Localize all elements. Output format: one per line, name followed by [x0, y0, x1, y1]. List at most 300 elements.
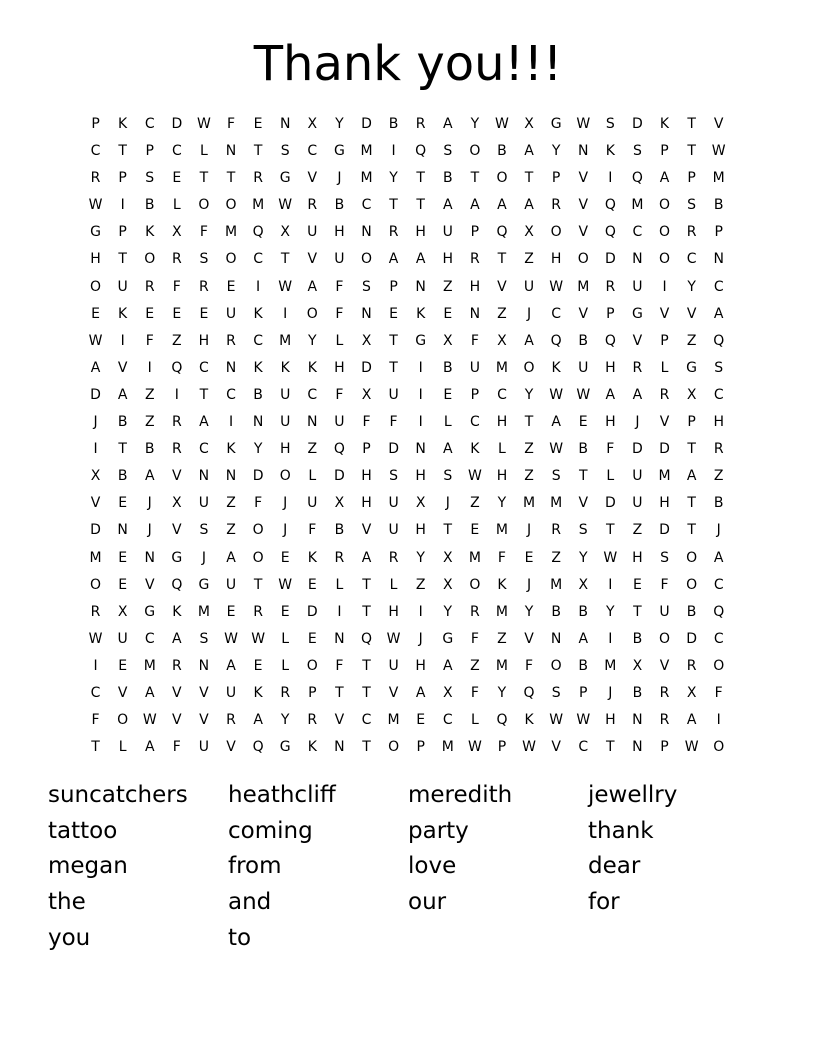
grid-letter: E [226, 278, 236, 295]
grid-letter: X [334, 495, 345, 512]
grid-letter: W [88, 332, 103, 349]
grid-letter: B [497, 143, 507, 160]
grid-letter: Z [226, 495, 236, 512]
grid-letter: J [526, 305, 532, 322]
grid-letter: Y [280, 712, 290, 729]
grid-letter: Z [524, 441, 534, 458]
grid-letter: Q [604, 224, 616, 241]
grid-letter: V [659, 305, 670, 322]
grid-letter: X [524, 116, 534, 132]
grid-letter: S [443, 143, 453, 160]
grid-letter: P [145, 143, 154, 160]
grid-letter: J [93, 414, 98, 431]
grid-letter: P [714, 224, 723, 241]
grid-letter: U [632, 468, 643, 485]
grid-letter: U [225, 684, 237, 701]
grid-letter: T [362, 576, 371, 593]
grid-letter: C [90, 143, 101, 160]
grid-letter: R [171, 657, 182, 674]
grid-letter: M [550, 576, 563, 593]
grid-letter: T [578, 468, 588, 485]
grid-letter: T [687, 116, 696, 132]
grid-letter: W [576, 386, 591, 403]
grid-letter: M [279, 332, 292, 349]
grid-letter: W [684, 739, 699, 756]
grid-letter: R [388, 549, 399, 566]
grid-letter: R [605, 278, 616, 295]
grid-letter: A [199, 414, 209, 431]
grid-letter: P [416, 739, 425, 756]
grid-letter: Q [496, 712, 508, 729]
grid-letter: Q [360, 630, 372, 647]
grid-letter: N [415, 441, 426, 458]
grid-letter: V [172, 712, 182, 729]
grid-letter: R [253, 603, 263, 620]
grid-letter: I [418, 603, 423, 620]
grid-letter: C [713, 576, 724, 593]
grid-letter: T [335, 684, 344, 701]
grid-letter: I [120, 332, 125, 349]
grid-letter: Y [308, 332, 317, 349]
grid-letter: G [90, 224, 101, 241]
grid-letter: S [660, 549, 669, 566]
grid-letter: R [659, 712, 670, 729]
grid-letter: E [280, 549, 290, 566]
grid-letter: U [388, 522, 399, 539]
grid-letter: R [199, 278, 209, 295]
grid-letter: F [470, 630, 479, 647]
grid-letter: V [199, 712, 209, 729]
grid-letter: J [608, 684, 613, 701]
grid-letter: U [442, 224, 453, 241]
grid-letter: L [389, 576, 398, 593]
grid-letter: C [144, 116, 155, 132]
grid-letter: O [469, 576, 481, 593]
grid-letter: Y [551, 143, 561, 160]
grid-letter: I [662, 278, 667, 295]
grid-letter: I [608, 576, 613, 593]
grid-letter: L [172, 197, 181, 214]
grid-letter: S [578, 522, 588, 539]
grid-letter: T [362, 657, 371, 674]
grid-letter: G [198, 576, 210, 593]
grid-letter: E [524, 549, 534, 566]
grid-letter: B [388, 116, 399, 132]
grid-letter: Y [524, 603, 534, 620]
grid-letter: U [388, 386, 399, 403]
grid-letter: O [577, 251, 589, 268]
grid-letter: R [659, 684, 670, 701]
grid-letter: G [279, 739, 291, 756]
grid-letter: D [388, 441, 399, 458]
grid-letter: U [659, 603, 670, 620]
grid-letter: E [632, 576, 642, 593]
grid-letter: D [604, 251, 616, 268]
grid-letter: D [632, 116, 643, 132]
grid-letter: R [90, 603, 101, 620]
grid-letter: E [91, 305, 100, 322]
grid-letter: D [171, 116, 183, 132]
grid-letter: F [660, 576, 669, 593]
grid-letter: O [469, 143, 481, 160]
grid-letter: M [631, 197, 644, 214]
grid-letter: V [632, 332, 643, 349]
grid-letter: O [198, 197, 210, 214]
grid-letter: C [199, 441, 209, 458]
grid-letter: K [524, 712, 534, 729]
grid-letter: P [308, 684, 317, 701]
grid-letter: U [225, 305, 237, 322]
grid-letter: Q [415, 143, 427, 160]
grid-letter: I [283, 305, 288, 322]
grid-letter: D [632, 441, 643, 458]
grid-letter: V [659, 657, 670, 674]
grid-letter: J [418, 630, 423, 647]
grid-letter: M [495, 657, 508, 674]
grid-letter: Z [415, 576, 426, 593]
grid-letter: R [659, 386, 670, 403]
grid-letter: L [470, 712, 479, 729]
grid-letter: X [442, 576, 453, 593]
grid-letter: Z [551, 549, 561, 566]
grid-letter: Y [524, 386, 534, 403]
grid-letter: R [90, 170, 101, 187]
grid-letter: D [361, 359, 372, 376]
grid-letter: Q [550, 332, 562, 349]
word-list-item: suncatchers [48, 782, 188, 808]
grid-letter: T [687, 522, 696, 539]
grid-letter: X [280, 224, 290, 241]
grid-letter: U [117, 630, 128, 647]
grid-letter: O [90, 576, 102, 593]
grid-letter: A [442, 657, 453, 674]
grid-letter: E [118, 549, 128, 566]
grid-letter: O [713, 657, 725, 674]
grid-letter: O [659, 224, 671, 241]
grid-letter: S [551, 468, 561, 485]
grid-letter: Z [307, 441, 318, 458]
grid-letter: X [361, 386, 372, 403]
grid-letter: Q [604, 197, 616, 214]
grid-letter: H [361, 495, 372, 512]
grid-letter: F [172, 739, 181, 756]
grid-letter: J [716, 522, 721, 539]
grid-letter: R [469, 603, 480, 620]
grid-letter: V [388, 684, 399, 701]
grid-letter: K [118, 116, 128, 132]
grid-letter: M [468, 549, 481, 566]
grid-letter: W [278, 576, 293, 593]
grid-letter: Z [632, 522, 643, 539]
grid-letter: T [280, 251, 290, 268]
grid-letter: E [118, 657, 128, 674]
grid-letter: X [524, 224, 534, 241]
grid-letter: B [334, 197, 345, 214]
grid-letter: T [524, 414, 534, 431]
grid-letter: B [551, 603, 561, 620]
grid-letter: F [308, 522, 317, 539]
grid-letter: A [172, 630, 182, 647]
word-list-item: thank [588, 817, 654, 844]
grid-letter: F [470, 684, 479, 701]
grid-letter: Z [226, 522, 236, 539]
grid-letter: V [172, 468, 182, 485]
grid-letter: G [144, 603, 156, 620]
grid-letter: B [713, 197, 724, 214]
grid-letter: R [253, 170, 263, 187]
grid-letter: G [415, 332, 427, 349]
grid-letter: S [280, 143, 290, 160]
grid-letter: C [686, 251, 697, 268]
grid-letter: A [90, 359, 101, 376]
grid-letter: A [497, 197, 507, 214]
grid-letter: F [91, 712, 100, 729]
word-list-item: and [228, 889, 272, 916]
grid-letter: H [361, 468, 372, 485]
grid-letter: X [172, 224, 182, 241]
grid-letter: B [578, 603, 589, 620]
grid-letter: W [88, 630, 103, 647]
grid-letter: A [632, 386, 643, 403]
grid-letter: X [686, 684, 697, 701]
grid-letter: C [307, 143, 318, 160]
grid-letter: L [281, 630, 290, 647]
grid-letter: C [144, 630, 155, 647]
grid-letter: H [279, 441, 291, 458]
grid-letter: D [686, 630, 697, 647]
grid-letter: B [578, 332, 589, 349]
grid-letter: H [496, 468, 508, 485]
grid-letter: X [361, 332, 372, 349]
grid-letter: O [686, 576, 698, 593]
grid-letter: T [253, 576, 263, 593]
grid-letter: A [442, 197, 453, 214]
grid-letter: O [550, 224, 562, 241]
grid-letter: Q [713, 603, 725, 620]
grid-letter: O [360, 251, 372, 268]
grid-letter: K [226, 441, 236, 458]
grid-letter: Z [497, 630, 507, 647]
grid-letter: W [467, 739, 482, 756]
grid-letter: O [550, 657, 562, 674]
grid-letter: I [174, 386, 179, 403]
grid-letter: W [278, 278, 293, 295]
grid-letter: P [91, 116, 100, 132]
grid-letter: T [118, 441, 127, 458]
grid-letter: O [306, 657, 318, 674]
grid-letter: V [144, 576, 155, 593]
grid-letter: X [442, 549, 453, 566]
grid-letter: M [550, 495, 563, 512]
grid-letter: E [416, 712, 426, 729]
grid-letter: E [307, 630, 317, 647]
grid-letter: Z [524, 468, 534, 485]
grid-letter: W [549, 441, 564, 458]
grid-letter: Y [578, 549, 588, 566]
grid-letter: W [549, 386, 564, 403]
grid-letter: Q [713, 332, 725, 349]
grid-letter: T [253, 143, 263, 160]
grid-letter: A [442, 116, 453, 132]
grid-letter: O [496, 170, 508, 187]
grid-letter: K [172, 603, 182, 620]
grid-letter: P [118, 170, 127, 187]
grid-letter: F [362, 414, 371, 431]
grid-letter: T [118, 251, 127, 268]
grid-letter: U [280, 414, 291, 431]
grid-letter: D [604, 495, 616, 512]
grid-letter: T [606, 522, 615, 539]
grid-letter: A [307, 278, 318, 295]
page-title: Thank you!!! [253, 36, 563, 92]
grid-letter: T [497, 251, 507, 268]
grid-letter: U [632, 495, 643, 512]
grid-letter: V [307, 170, 318, 187]
grid-letter: T [226, 170, 236, 187]
grid-letter: E [470, 522, 480, 539]
grid-letter: Z [144, 386, 155, 403]
grid-letter: M [712, 170, 725, 187]
grid-letter: R [713, 441, 724, 458]
grid-letter: W [576, 712, 591, 729]
grid-letter: O [388, 739, 400, 756]
grid-letter: P [660, 143, 669, 160]
grid-letter: E [172, 170, 182, 187]
grid-letter: H [388, 603, 399, 620]
grid-letter: F [525, 657, 534, 674]
grid-letter: T [687, 495, 696, 512]
grid-letter: N [252, 414, 264, 431]
grid-letter: A [524, 143, 534, 160]
grid-letter: B [117, 468, 128, 485]
grid-letter: B [117, 414, 128, 431]
grid-letter: X [90, 468, 101, 485]
grid-letter: F [145, 332, 154, 349]
grid-letter: V [578, 305, 589, 322]
grid-letter: N [632, 251, 643, 268]
grid-letter: L [606, 468, 615, 485]
grid-letter: T [199, 170, 209, 187]
grid-letter: V [172, 684, 182, 701]
grid-letter: N [632, 739, 643, 756]
grid-letter: C [226, 386, 236, 403]
grid-letter: S [714, 359, 724, 376]
grid-letter: X [172, 495, 182, 512]
grid-letter: B [334, 522, 345, 539]
word-list-item: for [588, 889, 620, 916]
grid-letter: A [659, 170, 670, 187]
grid-letter: T [416, 197, 425, 214]
grid-letter: H [632, 549, 643, 566]
grid-letter: F [497, 549, 506, 566]
grid-letter: A [686, 468, 697, 485]
grid-letter: Q [171, 576, 183, 593]
grid-letter: V [334, 712, 345, 729]
grid-letter: P [579, 684, 588, 701]
grid-letter: A [551, 414, 561, 431]
grid-letter: U [334, 251, 345, 268]
grid-letter: C [90, 684, 101, 701]
grid-letter: E [443, 305, 453, 322]
grid-letter: T [118, 143, 127, 160]
grid-letter: U [388, 495, 399, 512]
word-list-item: the [48, 889, 86, 916]
grid-letter: E [253, 116, 263, 132]
grid-letter: T [470, 170, 480, 187]
grid-letter: I [93, 441, 98, 458]
grid-letter: N [550, 630, 562, 647]
grid-letter: U [469, 359, 480, 376]
grid-letter: Z [470, 657, 480, 674]
grid-letter: D [252, 468, 264, 485]
word-list-item: our [408, 889, 447, 916]
grid-letter: V [226, 739, 236, 756]
grid-letter: J [337, 170, 342, 187]
grid-letter: R [144, 278, 155, 295]
grid-letter: M [360, 143, 373, 160]
grid-letter: T [389, 332, 398, 349]
grid-letter: O [225, 251, 237, 268]
grid-letter: K [145, 224, 155, 241]
word-list-item: you [48, 924, 91, 951]
grid-letter: N [117, 522, 128, 539]
grid-letter: I [120, 197, 125, 214]
grid-letter: W [197, 116, 211, 132]
grid-letter: R [171, 441, 182, 458]
grid-letter: R [171, 414, 182, 431]
grid-letter: A [226, 549, 236, 566]
grid-letter: J [526, 576, 532, 593]
grid-letter: N [225, 143, 237, 160]
grid-letter: Y [416, 549, 425, 566]
grid-letter: H [415, 522, 426, 539]
grid-letter: C [632, 224, 643, 241]
word-list-item: coming [228, 817, 313, 844]
grid-letter: H [415, 468, 426, 485]
grid-letter: X [578, 576, 589, 593]
grid-letter: A [361, 549, 372, 566]
grid-letter: T [199, 386, 209, 403]
grid-letter: V [578, 224, 589, 241]
grid-letter: V [117, 359, 128, 376]
grid-letter: E [389, 305, 398, 322]
grid-letter: V [172, 522, 182, 539]
grid-letter: F [335, 386, 344, 403]
grid-letter: J [635, 414, 640, 431]
grid-letter: P [687, 414, 696, 431]
grid-letter: T [389, 359, 398, 376]
grid-letter: M [441, 739, 454, 756]
grid-letter: Y [606, 603, 615, 620]
grid-letter: P [660, 332, 669, 349]
grid-letter: R [226, 712, 236, 729]
grid-letter: T [362, 739, 371, 756]
word-list-item: love [408, 853, 457, 880]
grid-letter: F [470, 332, 479, 349]
grid-letter: O [144, 251, 156, 268]
grid-letter: R [226, 332, 236, 349]
grid-letter: U [307, 495, 318, 512]
grid-letter: F [172, 278, 181, 295]
grid-letter: R [551, 197, 561, 214]
grid-letter: V [497, 278, 507, 295]
grid-letter: A [415, 251, 426, 268]
grid-letter: T [389, 197, 398, 214]
grid-letter: J [283, 495, 288, 512]
grid-letter: E [199, 305, 209, 322]
grid-letter: L [660, 359, 669, 376]
grid-letter: A [144, 684, 155, 701]
